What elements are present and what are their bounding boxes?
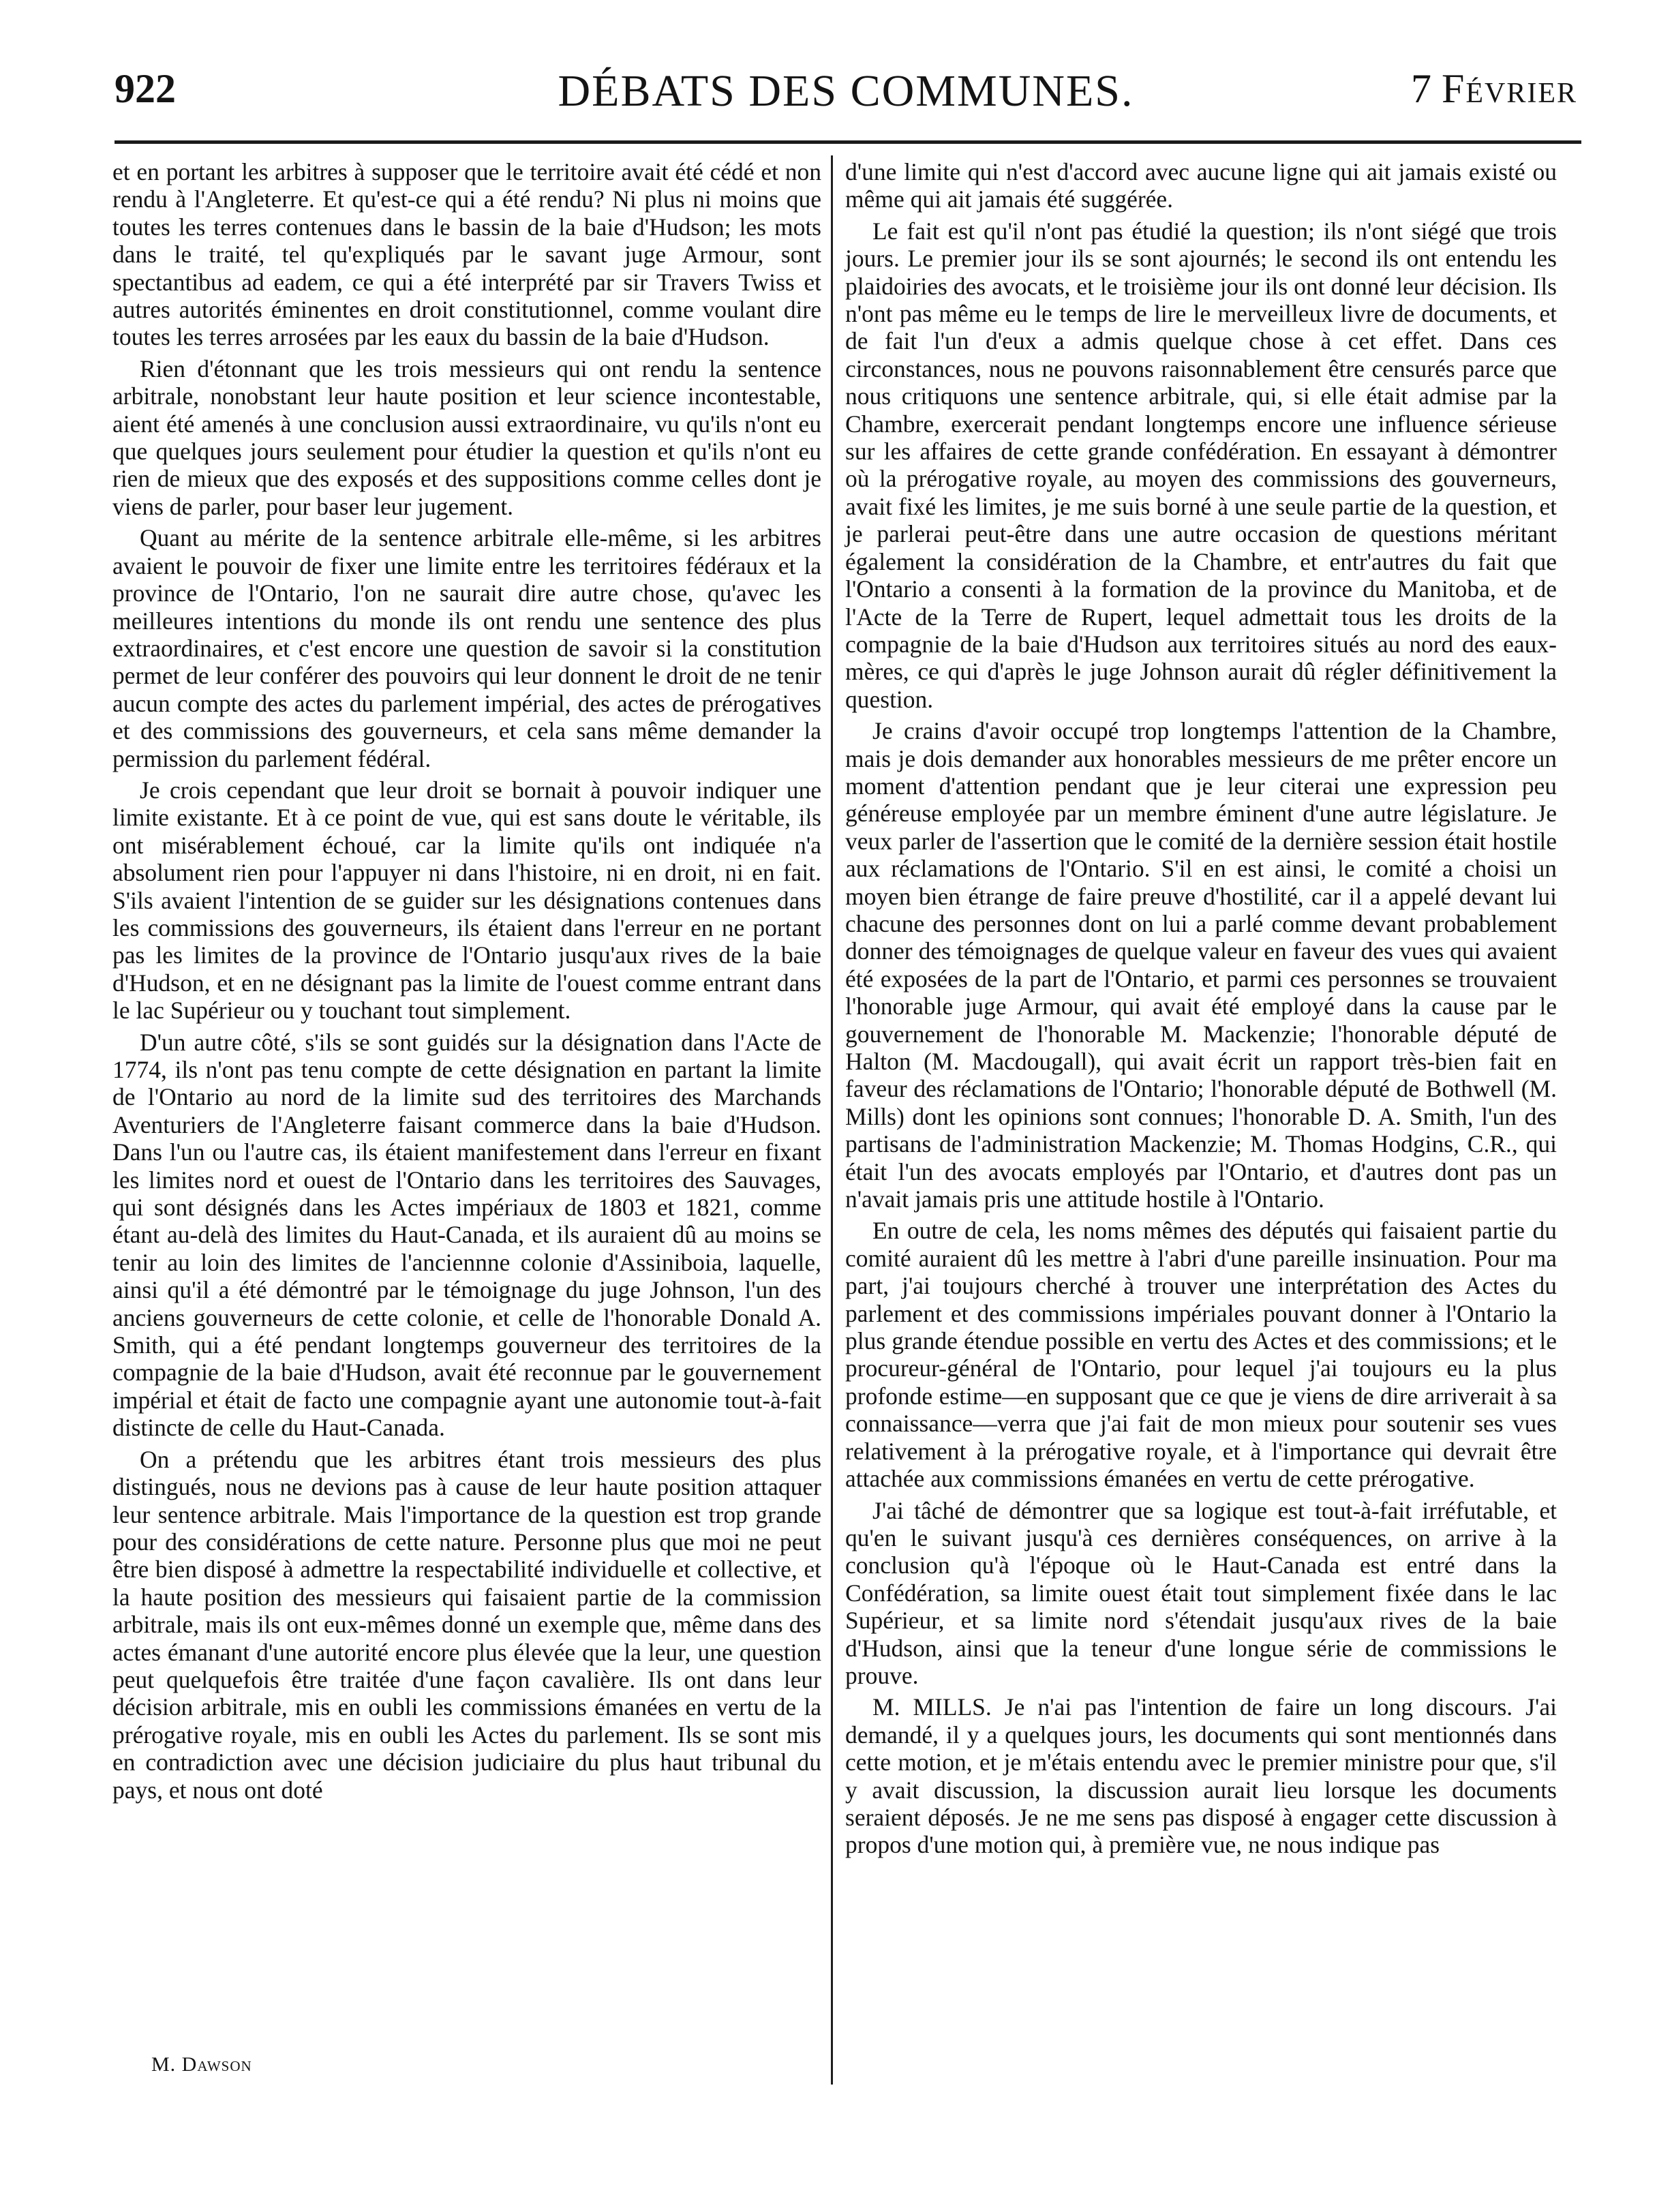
signoff-name: M. Dawson	[151, 2053, 252, 2076]
right-paragraph: J'ai tâché de démontrer que sa logique est tout-à-fait irréfutable, et qu'en le suivant jusqu'à ces dernières conséquences, on arrive à la conclusion qu'à l'époque où le Haut-Canada est entré dans la Confédération, sa limite ouest était tout simplement fixée dans le lac Supérieur, et sa limite nord s'étendait jusqu'aux rives de la baie d'Hudson, ainsi que la teneur d'une longue série de commissions le prouve.	[845, 1496, 1557, 1689]
page-title: DÉBATS DES COMMUNES.	[558, 66, 1134, 116]
header-rule	[115, 140, 1581, 144]
page-date	[1411, 65, 1577, 112]
left-paragraph: D'un autre côté, s'ils se sont guidés sur la désignation dans l'Acte de 1774, ils n'ont pas tenu compte de cette désignation en partant la limite de l'Ontario au nord de la limite sud des territoires des Marchands Aventuriers de l'Angleterre faisant commerce dans la baie d'Hudson. Dans l'un ou l'autre cas, ils étaient manifestement dans l'erreur en fixant les limites nord et ouest de l'Ontario dans les territoires des Sauvages, qui sont désignés dans les Actes impériaux de 1803 et 1821, comme étant au-delà des limites du Haut-Canada, et ils auraient dû au moins se tenir au loin des limites de l'anciennne colonie d'Assiniboia, laquelle, ainsi qu'il a été démontré par le témoignage du juge Johnson, l'un des anciens gouverneurs de cette colonie, et celle de l'honorable Donald A. Smith, qui a été pendant longtemps gouverneur des territoires de la compagnie de la baie d'Hudson, avait été reconnue par le gouvernement impérial et était de facto une compagnie ayant une autonomie tout-à-fait distincte de celle du Haut-Canada.	[112, 1028, 821, 1442]
left-paragraph: et en portant les arbitres à supposer que le territoire avait été cédé et non rendu à l'Angleterre. Et qu'est-ce qui a été rendu? Ni plus ni moins que toutes les terres contenues dans le bassin de la baie d'Hudson; les mots dans le traité, tel qu'expliqués par le savant juge Armour, sont spectantibus ad eadem, ce qui a été interprété par sir Travers Twiss et autres autorités éminentes en droit constitutionnel, comme voulant dire toutes les terres arrosées par les eaux du bassin de la baie d'Hudson.	[112, 158, 821, 351]
column-divider	[831, 155, 833, 2085]
left-paragraph: Je crois cependant que leur droit se bornait à pouvoir indiquer une limite existante. Et à ce point de vue, qui est sans doute le véritable, ils ont misérablement échoué, car la limite qu'ils ont indiquée n'a absolument rien pour l'appuyer ni dans l'histoire, ni en droit, ni en fait. S'ils avaient l'intention de se guider sur les désignations contenues dans les commissions des gouverneurs, ils étaient dans l'erreur en ne portant pas les limites de la province de l'Ontario jusqu'aux rives de la baie d'Hudson, et en ne désignant pas la limite de l'ouest comme entrant dans le lac Supérieur ou y touchant tout simplement.	[112, 776, 821, 1025]
left-paragraph: Rien d'étonnant que les trois messieurs qui ont rendu la sentence arbitrale, nonobstant leur haute position et leur science incontestable, aient été amenés à une conclusion aussi extraordinaire, vu qu'ils n'ont eu que quelques jours seulement pour étudier la question et qu'ils n'ont eu rien de mieux que des exposés et des suppositions comme celles dont je viens de parler, pour baser leur jugement.	[112, 354, 821, 520]
right-paragraph: M. MILLS. Je n'ai pas l'intention de faire un long discours. J'ai demandé, il y a quelques jours, les documents qui sont mentionnés dans cette motion, et je m'étais entendu avec le premier ministre pour que, s'il y avait discussion, la discussion aurait lieu lorsque les documents seraient déposés. Je ne me sens pas disposé à engager cette discussion à propos d'une motion qui, à première vue, ne nous indique pas	[845, 1693, 1557, 1859]
right-paragraph: En outre de cela, les noms mêmes des députés qui faisaient partie du comité auraient dû les mettre à l'abri d'une pareille insinuation. Pour ma part, j'ai toujours cherché à trouver une interprétation des Actes du parlement et des commissions impériales pouvant donner à l'Ontario la plus grande étendue possible en vertu des Actes et des commissions; et le procureur-général de l'Ontario, pour lequel j'ai toujours eu la plus profonde estime—en supposant que ce que je viens de dire arriverait à sa connaissance—verra que j'ai fait de mon mieux pour soutenir ses vues relativement à la prérogative royale, et à l'importance qui devrait être attachée aux commissions émanées en vertu de cette prérogative.	[845, 1217, 1557, 1493]
left-paragraph: Quant au mérite de la sentence arbitrale elle-même, si les arbitres avaient le pouvoir de fixer une limite entre les territoires fédéraux et la province de l'Ontario, l'on ne saurait dire autre chose, qu'avec les meilleures intentions du monde ils ont rendu une sentence des plus extraordinaires, et c'est encore une question de savoir si la constitution permet de leur conférer des pouvoirs qui leur donnent le droit de ne tenir aucun compte des actes du parlement impérial, des actes de prérogatives et des commissions des gouverneurs, et cela sans même demander la permission du parlement fédéral.	[112, 524, 821, 772]
left-paragraph: On a prétendu que les arbitres étant trois messieurs des plus distingués, nous ne devions pas à cause de leur haute position attaquer leur sentence arbitrale. Mais l'importance de la question est trop grande pour des considérations de cette nature. Personne plus que moi ne peut être bien disposé à admettre la respectabilité individuelle et collective, et la haute position des messieurs qui faisaient partie de la commission arbitrale, mais ils ont eux-mêmes donné un exemple que, même dans des actes émanant d'une autorité encore plus élevée que la leur, une question peut quelquefois être traitée d'une façon cavalière. Ils ont dans leur décision arbitrale, mis en oubli les commissions émanées en vertu de la prérogative royale, mis en oubli les Actes du parlement. Ils se sont mis en contradiction avec une décision judiciaire du plus haut tribunal du pays, et nous ont doté	[112, 1445, 821, 1804]
right-column	[845, 158, 1557, 1863]
date-month: Février	[1441, 66, 1577, 111]
date-day: 7	[1410, 66, 1431, 111]
right-paragraph: Je crains d'avoir occupé trop longtemps l'attention de la Chambre, mais je dois demander aux honorables messieurs de me prêter encore un moment d'attention pendant que je leur citerai une expression peu généreuse employée par un membre éminent d'une autre législature. Je veux parler de l'assertion que le comité de la dernière session était hostile aux réclamations de l'Ontario. S'il en est ainsi, le comité a choisi un moyen bien étrange de faire preuve d'hostilité, car il a appelé devant lui chacune des personnes dont on lui a parlé comme devant probablement donner des témoignages de quelque valeur en faveur des vues qui avaient été exposées de la part de l'Ontario, et parmi ces personnes se trouvaient l'honorable juge Armour, qui avait été employé dans la cause par le gouvernement de l'honorable M. Mackenzie; l'honorable député de Halton (M. Macdougall), qui avait écrit un rapport très-bien fait en faveur des réclamations de l'Ontario; l'honorable député de Bothwell (M. Mills) dont les opinions sont connues; l'honorable D. A. Smith, l'un des partisans de l'administration Mackenzie; M. Thomas Hodgins, C.R., qui était l'un des avocats employés par l'Ontario, et d'autres dont pas un n'avait jamais pris une attitude hostile à l'Ontario.	[845, 717, 1557, 1213]
page-signoff	[151, 2053, 252, 2076]
right-paragraph: d'une limite qui n'est d'accord avec aucune ligne qui ait jamais existé ou même qui ait jamais été suggérée.	[845, 158, 1557, 213]
left-column	[112, 158, 821, 1808]
right-paragraph: Le fait est qu'il n'ont pas étudié la question; ils n'ont siégé que trois jours. Le premier jour ils se sont ajournés; le second ils ont entendu les plaidoiries des avocats, et le troisième jour ils ont donné leur décision. Ils n'ont pas même eu le temps de lire le merveilleux livre de documents, et de fait l'un d'eux a admis quelque chose à cet effet. Dans ces circonstances, nous ne pouvons raisonnablement être censurés parce que nous critiquons une sentence arbitrale, qui, si elle était admise par la Chambre, exercerait pendant longtemps encore une influence sérieuse sur les affaires de cette grande confédération. En essayant à démontrer où la prérogative royale, au moyen des commissions des gouverneurs, avait fixé les limites, je me suis borné à une seule partie de la question, et je parlerai peut-être dans une autre occasion de questions méritant également la considération de la Chambre, et entr'autres du fait que l'Ontario a consenti à la formation de la province du Manitoba, et de l'Acte de la Terre de Rupert, lequel admettait tous les droits de la compagnie de la baie d'Hudson aux territoires situés au nord des eaux-mères, ce qui d'après le juge Johnson aurait dû régler définitivement la question.	[845, 217, 1557, 713]
page-header	[115, 65, 1577, 140]
page-number: 922	[115, 66, 176, 111]
